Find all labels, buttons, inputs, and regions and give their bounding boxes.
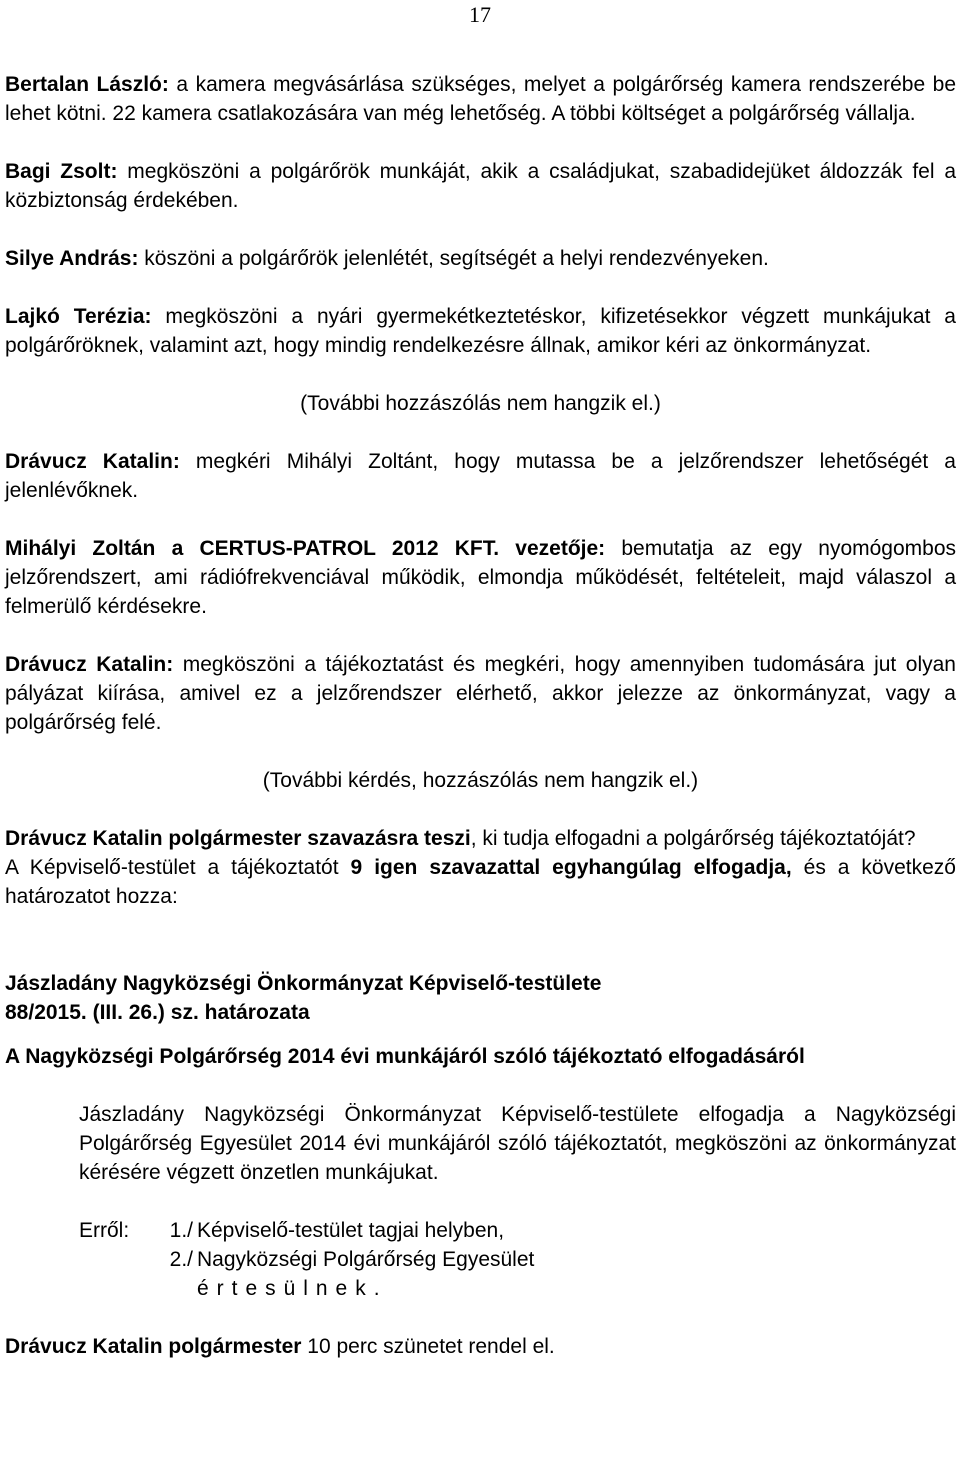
list-spacer	[79, 1245, 153, 1274]
list-spacer	[153, 1274, 197, 1303]
resolution-title-text: A Nagyközségi Polgárőrség 2014 évi munkájáról szóló tájékoztató elfogadásáról	[5, 1045, 805, 1068]
paragraph-text: bemutatja az egy nyomógombos jelzőrendszert, ami rádiófrekvenciával működik, elmondja működését, feltételeit, majd válaszol a felmerülő kérdésekre.	[5, 537, 956, 618]
procedural-note: (További kérdés, hozzászólás nem hangzik el.)	[262, 769, 699, 792]
paragraph-bagi	[5, 157, 956, 215]
paragraph-bertalan	[5, 70, 956, 128]
list-number: 1./	[169, 1219, 193, 1242]
vote-caller: Drávucz Katalin polgármester szavazásra teszi	[5, 827, 471, 850]
notify-closing-row	[79, 1274, 956, 1303]
speaker-name: Bagi Zsolt:	[5, 160, 118, 183]
vote-count: 9 igen szavazattal egyhangúlag elfogadja,	[350, 856, 792, 879]
resolution-text: Jászladány Nagyközségi Önkormányzat Képviselő-testülete elfogadja a Nagyközségi Polgárőrség Egyesület 2014 évi munkájáról szóló tájékoztatót, megköszöni az önkormányzat kérésére végzett önzetlen munkájukat.	[79, 1103, 956, 1184]
closing-text: 10 perc szünetet rendel el.	[301, 1335, 555, 1358]
minutes-body	[5, 70, 956, 1361]
speaker-name: Drávucz Katalin polgármester	[5, 1335, 302, 1358]
speaker-name: Bertalan László:	[5, 73, 169, 96]
speaker-name: Drávucz Katalin:	[5, 450, 180, 473]
speaker-name: Silye András:	[5, 247, 139, 270]
resolution-number	[5, 998, 956, 1027]
paragraph-text: köszöni a polgárőrök jelenlétét, segítségét a helyi rendezvényeken.	[138, 247, 769, 270]
resolution-title	[5, 1042, 956, 1071]
notify-label: Erről:	[79, 1219, 130, 1242]
notify-closing: értesülnek.	[197, 1277, 388, 1300]
paragraph-silye	[5, 244, 956, 273]
list-text: Nagyközségi Polgárőrség Egyesület	[197, 1248, 535, 1271]
vote-result	[5, 853, 956, 911]
paragraph-text: a kamera megvásárlása szükséges, melyet a polgárőrség kamera rendszerébe be lehet kötni. 22 kamera csatlakozására van még lehetőség. A többi költséget a polgárőrség vállalja.	[5, 73, 956, 125]
paragraph-text: megköszöni a nyári gyermekétkeztetéskor, kifizetésekkor végzett munkájukat a polgárőröknek, valamint azt, hogy mindig rendelkezésre állnak, amikor kéri az önkormányzat.	[5, 305, 956, 357]
resolution-body-name	[5, 969, 956, 998]
paragraph-dravucz-2	[5, 650, 956, 737]
resolution-number-text: 88/2015. (III. 26.) sz. határozata	[5, 1001, 310, 1024]
resolution-body-name-text: Jászladány Nagyközségi Önkormányzat Képviselő-testülete	[5, 972, 602, 995]
paragraph-mihalyi	[5, 534, 956, 621]
list-item	[79, 1245, 956, 1274]
speaker-name: Drávucz Katalin:	[5, 653, 174, 676]
vote-question: , ki tudja elfogadni a polgárőrség tájékoztatóját?	[470, 827, 916, 850]
paragraph-text: megkéri Mihályi Zoltánt, hogy mutassa be a jelzőrendszer lehetőségét a jelenlévőknek.	[5, 450, 956, 502]
list-text: Képviselő-testület tagjai helyben,	[197, 1219, 505, 1242]
list-spacer	[79, 1274, 153, 1303]
notification-list	[79, 1216, 956, 1303]
paragraph-lajko	[5, 302, 956, 360]
list-item	[79, 1216, 956, 1245]
speaker-name: Lajkó Terézia:	[5, 305, 152, 328]
procedural-note: (További hozzászólás nem hangzik el.)	[300, 392, 661, 415]
page-number: 17	[469, 2, 491, 27]
vote-call	[5, 824, 956, 853]
vote-result-text: és a következő határozatot hozza:	[5, 856, 956, 908]
list-number: 2./	[169, 1248, 193, 1271]
paragraph-text: megköszöni a tájékoztatást és megkéri, hogy amennyiben tudomására jut olyan pályázat kiírása, amivel ez a jelzőrendszer elérhető, akkor jelezze az önkormányzat, vagy a polgárőrség felé.	[5, 653, 956, 734]
speaker-name: Mihályi Zoltán a CERTUS-PATROL 2012 KFT. vezetője:	[5, 537, 606, 560]
vote-result-text: A Képviselő-testület a tájékoztatót	[5, 856, 351, 879]
closing-statement	[5, 1332, 956, 1361]
paragraph-text: megköszöni a polgárőrök munkáját, akik a családjukat, szabadidejüket áldozzák fel a közbiztonság érdekében.	[5, 160, 956, 212]
paragraph-dravucz-1	[5, 447, 956, 505]
